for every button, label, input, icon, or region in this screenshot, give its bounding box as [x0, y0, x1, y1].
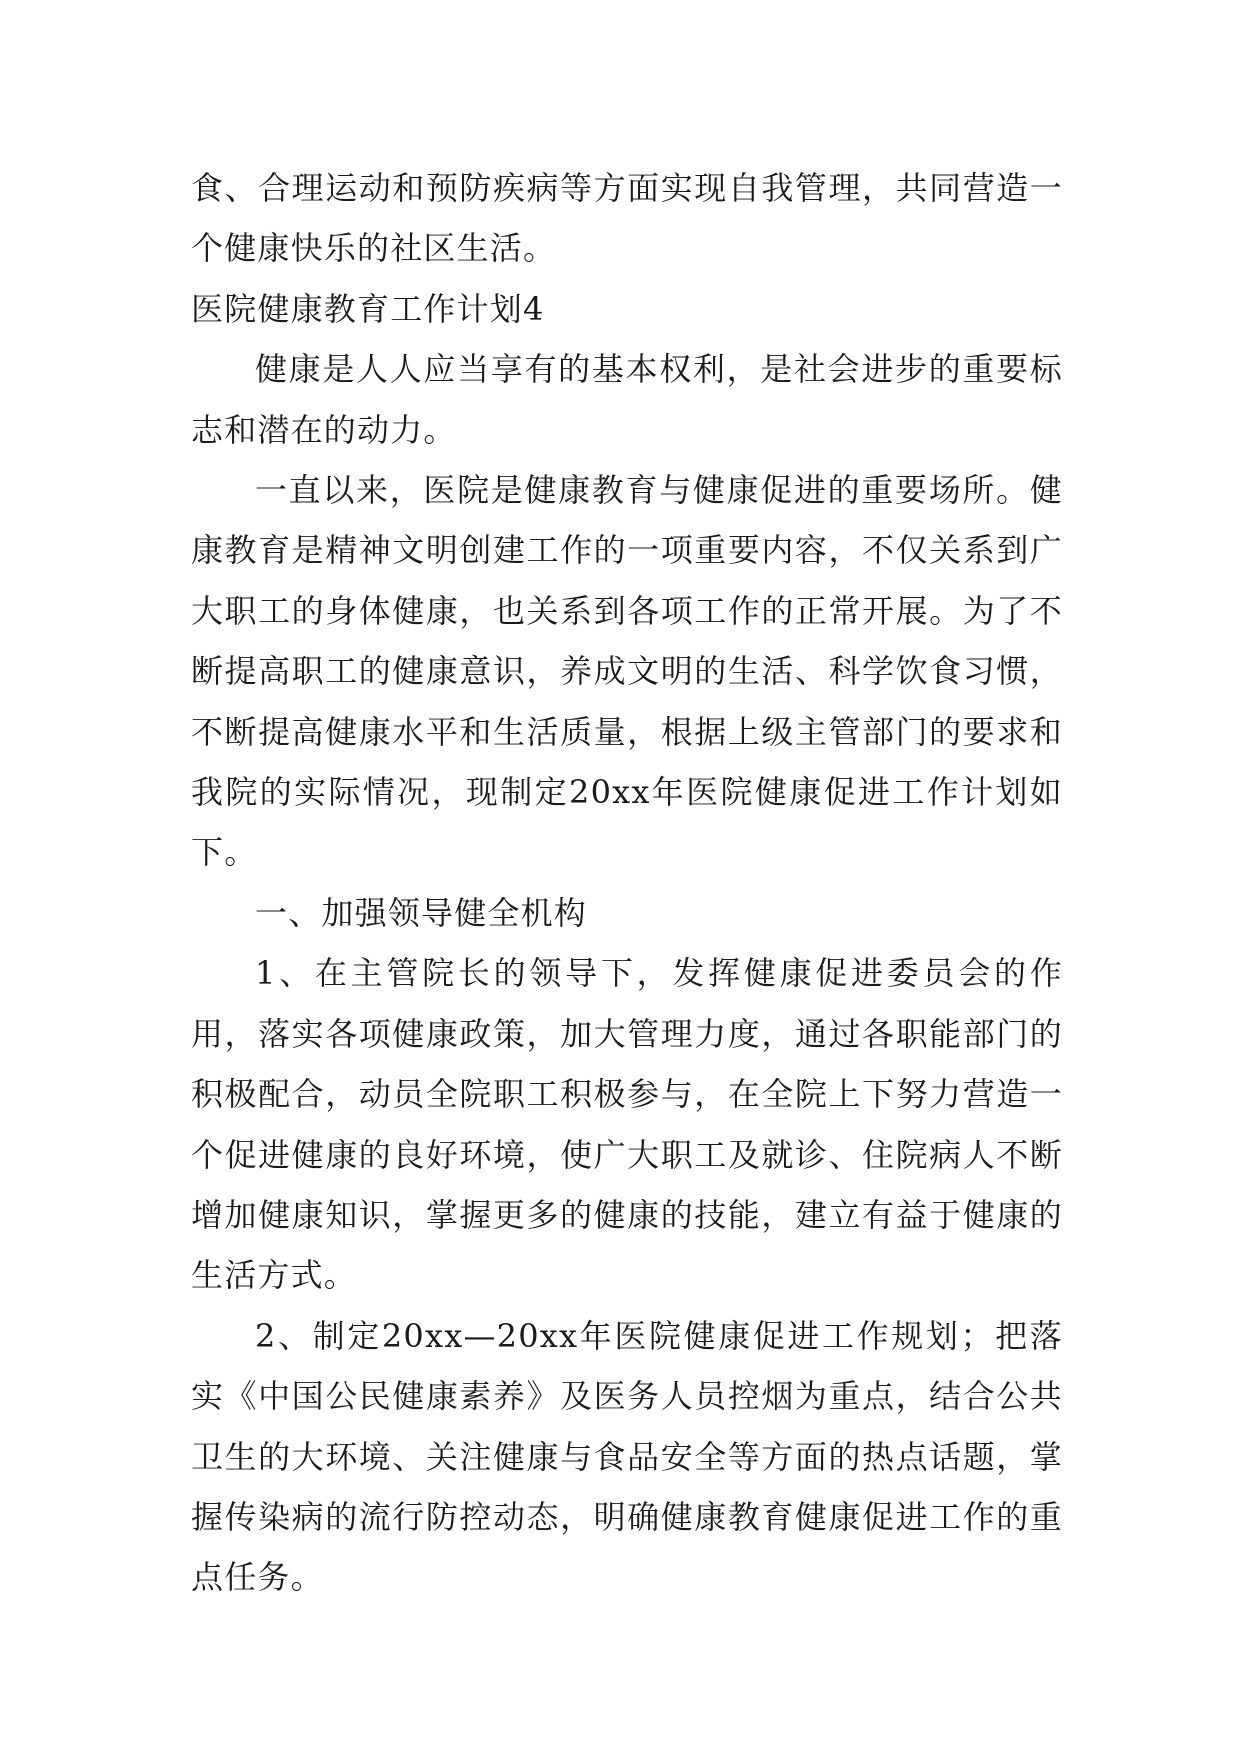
list-item: 2、制定20xx—20xx年医院健康促进工作规划；把落实《中国公民健康素养》及医务人员控烟为重点，结合公共卫生的大环境、关注健康与食品安全等方面的热点话题，掌握传染病的流行防控动态，明确健康教育健康促进工作的重点任务。	[191, 1316, 1063, 1597]
section-heading: 医院健康教育工作计划4	[191, 289, 545, 328]
subsection-heading: 一、加强领导健全机构	[255, 893, 588, 932]
document-body	[191, 158, 1063, 1608]
paragraph: 一直以来，医院是健康教育与健康促进的重要场所。健康教育是精神文明创建工作的一项重要内容，不仅关系到广大职工的身体健康，也关系到各项工作的正常开展。为了不断提高职工的健康意识，养成文明的生活、科学饮食习惯，不断提高健康水平和生活质量，根据上级主管部门的要求和我院的实际情况，现制定20xx年医院健康促进工作计划如下。	[191, 471, 1063, 872]
paragraph: 健康是人人应当享有的基本权利，是社会进步的重要标志和潜在的动力。	[191, 350, 1063, 449]
list-item: 1、在主管院长的领导下，发挥健康促进委员会的作用，落实各项健康政策，加大管理力度，通过各职能部门的积极配合，动员全院职工积极参与，在全院上下努力营造一个促进健康的良好环境，使广大职工及就诊、住院病人不断增加健康知识，掌握更多的健康的技能，建立有益于健康的生活方式。	[191, 954, 1063, 1295]
paragraph-continuation: 食、合理运动和预防疾病等方面实现自我管理，共同营造一个健康快乐的社区生活。	[191, 169, 1063, 268]
